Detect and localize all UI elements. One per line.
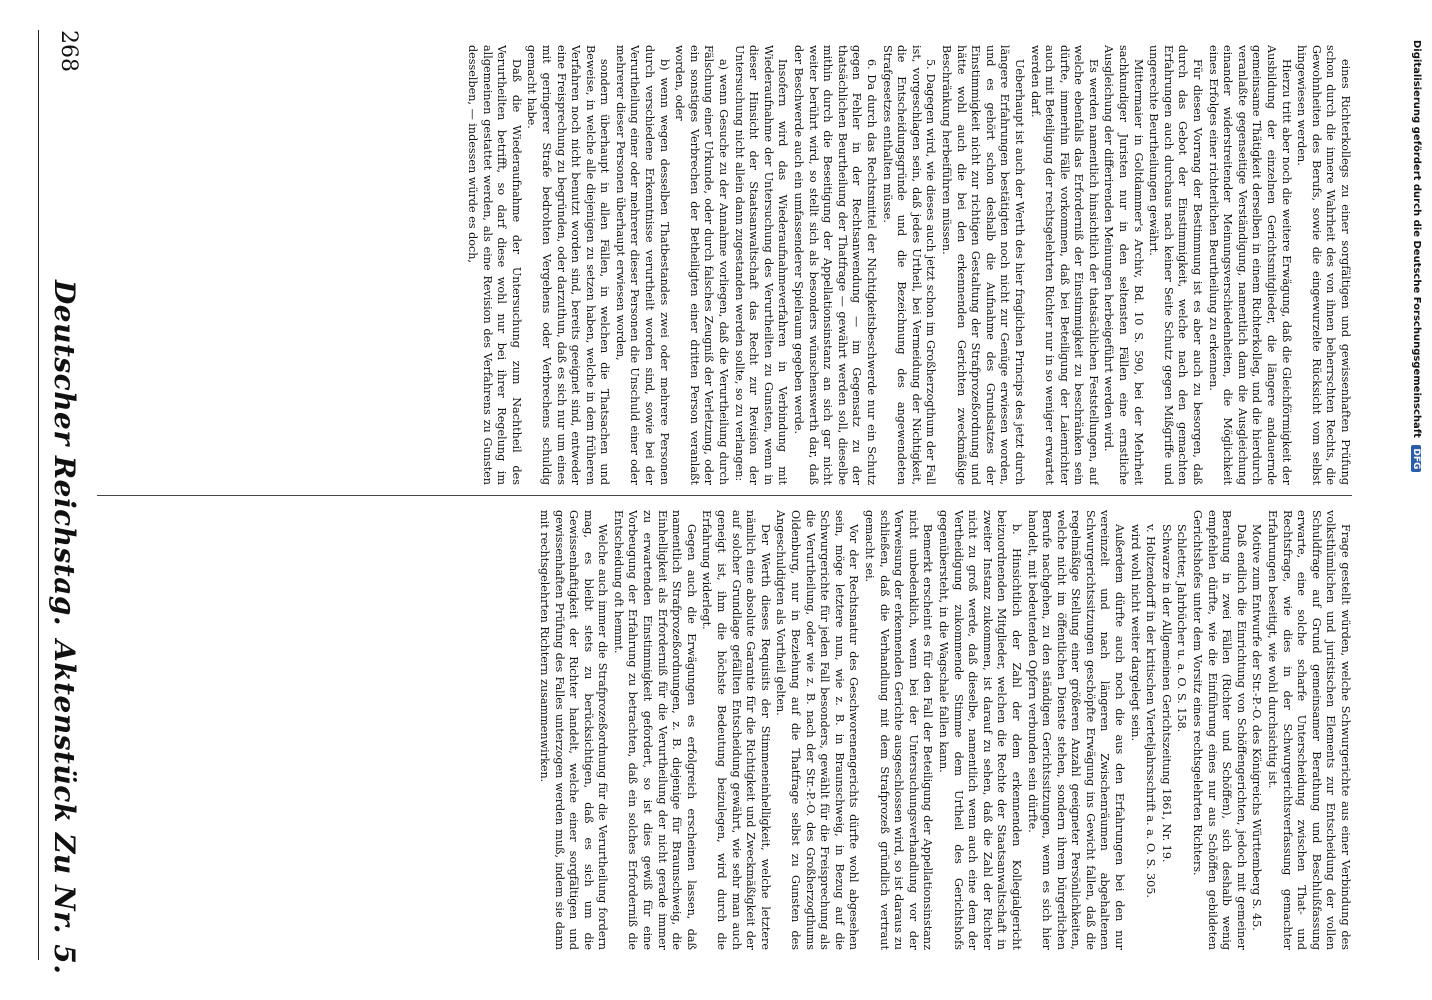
dfg-logo-badge: DFG [1411, 445, 1421, 472]
paragraph: Es werden namentlich hinsichtlich der thatsächlichen Feststellungen, auf welche ebenfalls das Erforderniß der Einstimmigkeit zu beschränken sein dürfte, immerhin Fälle vorkommen, daß bei Beteiligung der Laienrichter auch mit Beteiligung der rechtsgelehrten Richter nur in so weniger erwartet werden darf. [1028, 45, 1100, 485]
paragraph: Welche auch immer die Strafprozeßordnung für die Verurtheilung fordern mag, es bleibt stets zu berücksichtigen, daß es sich um die Gewissenhaftigkeit der Richter handelt, welche einer sorgfältigen und gewissenhaften Prüfung des Falles unterzogen werden muß, indem sie dann mit rechtsgelehrten Richtern zusammenwirken. [537, 510, 610, 950]
paragraph: Hierzu tritt aber noch die weitere Erwägung, daß die Gleichförmigkeit der Ausbildung der einzelnen Gerichtsmitglieder, die längere andauernde gemeinsame Thätigkeit derselben in einem Richterkolleg, und die hierdurch veranlaßte gegenseitige Verständigung, namentlich dann die Ausgleichung einander widerstreitender Meinungsverschiedenheiten, die Möglichkeit eines Erfolges einer richterlichen Beurtheilung zu erkennen. [1206, 45, 1293, 485]
paragraph: Außerdem dürfte auch noch die aus den Erfahrungen bei den nur vereinzelt und nach längeren Zwischenräumen abgehaltenen Schwurgerichtssitzungen geschöpfte Erwägung ins Gewicht fallen, daß die regelmäßige Stellung einer größeren Anzahl geeigneter Persönlichkeiten, welche nicht im öffentlichen Dienste stehen, sondern ihrem bürgerlichen Berufe nachgehen, zu den ständigen Gerichtssitzungen, wenn es sich hier handelt, mit bedeutenden Opfern verbunden sein dürfte. [1025, 510, 1127, 950]
paragraph: 5. Dagegen wird, wie dieses auch jetzt schon im Großherzogthum der Fall ist, vorgeschlagen sein, daß jedes Urtheil, bei Vermeidung der Nichtigkeit, die Entscheidungsgründe und die Bezeichnung des angewendeten Strafgesetzes enthalten müsse. [880, 45, 938, 485]
paragraph: sondern überhaupt in allen Fällen, in welchen die Thatsachen und Beweise, in welche alle diejenigen zu setzen haben, welche in dem früheren Verfahren noch nicht benutzt worden sind, bereits geeignet sind, entweder eine Freisprechung zu begründen, oder darzuthun, daß es sich nur um eines mit geringerer Strafe bedrohten Vergehens oder Verbrechens schuldig gemacht habe. [525, 45, 612, 485]
digitization-footer [1411, 40, 1422, 472]
paragraph: Gegen auch die Erwägungen es erfolgreich erscheinen lassen, daß namentlich Strafprozeßordnungen, z. B. diejenige für Braunschweig, die Einhelligkeit als Erforderniß für die Verurtheilung der nicht gerade immer zu erwartenden Einstimmigkeit gefordert, so ist dies gewiß für eine Vorbeugung der Erfahrung zu betrachten, daß ein solches Erforderniß die Entscheidung oft hemmt. [611, 510, 698, 950]
right-running-title: Aktenstück Zu Nr. 5. [48, 640, 81, 975]
left-text-column [97, 510, 1352, 950]
paragraph: v. Holtzendorff in der kritischen Vierteljahrsschrift a. a. O. S. 305. [1144, 524, 1158, 898]
page-number: 268 [56, 30, 81, 72]
paragraph: Frage gestellt würden, welche Schwurgerichte aus einer Verbindung des volksthümlichen und juristischen Elements zur Entscheidung der vollen Schuldfrage auf Grund gemeinsamer Berathung und Beschlußfassung erwarte, eine solche scharfe Unterscheidung zwischen That- und Rechtsfrage, wie dies in der Schwurgerichtsverfassung gemachter Erfahrungen beseitigt, wie wohl durchsichtig ist. [1266, 510, 1352, 950]
paragraph: Für diesen Vorrang der Bestimmung ist es aber auch zu besorgen, daß durch das Gebot der Einstimmigkeit, welche nach den gemachten Erfahrungen auch durchaus nach keiner Seite Schutz gegen Mißgriffe und ungerechte Beurtheilungen gewährt. [1147, 45, 1205, 485]
paragraph: b. Hinsichtlich der Zahl der dem erkennenden Kollegialgericht beizuordnenden Mitglieder, welchen die Rechte der Staatsanwaltschaft in zweiter Instanz zukommen, ist darauf zu sehen, daß die Zahl der Richter nicht zu groß werde, daß dieselbe, namentlich wenn auch eine dem der Vertheidigung zukommende Stimme dem Urtheil des Gerichtshofs gegenübersteht, in die Wagschale fallen kann. [936, 510, 1023, 950]
paragraph: Insofern wird das Wiederaufnahmeverfahren in Verbindung mit Wiederaufnahme der Untersuchung des Verurtheilten zu Gunsten, wenn in dieser Hinsicht der Staatsanwaltschaft das Recht zur Revision der Untersuchung nicht allein dann zugestanden werden sollte, so zu verlangen: [732, 45, 790, 485]
column-divider [97, 495, 1352, 496]
paragraph: Motive zum Entwurfe der Str.-P.-O. des Königreichs Württemberg S. 45. [1250, 524, 1264, 931]
paragraph: Daß die Wiederaufnahme der Untersuchung zum Nachtheil des Verurtheilten betrifft, so darf diese wohl nur bei ihrer Regelung im allgemeinen gestattet werden, als eine Revision des Verfahrens zu Gunsten desselben, — indessen würde es doch, [465, 45, 523, 485]
paragraph: Schwarze in der Allgemeinen Gerichtszeitung 1861, Nr. 19. [1159, 524, 1173, 863]
paragraph: b) wenn wegen desselben Thatbestandes zwei oder mehrere Personen durch verschiedene Erkenntnisse verurtheilt worden sind, sowie bei der Verurtheilung einer oder mehrerer dieser Personen die Unschuld einer oder mehrerer dieser Personen überhaupt erwiesen worden, [613, 45, 671, 485]
page-header [38, 30, 87, 975]
paragraph: Vor der Rechtsnatur des Geschworenengerichts dürfte wohl abgesehen sein, möge letztere nun, wie z. B. in Braunschweig, in Bezug auf die Schwurgerichte für jeden Fall besonders, gewählt für die Freisprechung als die Verurtheilung, oder wie z. B. nach der Str.-P.-O. des Großherzogthums Oldenburg, nur in Beziehung auf die Thatfrage selbst zu Gunsten des Angeschuldigten als Vortheil gelten. [774, 510, 861, 950]
paragraph: Schletter, Jahrbücher u. a. O. S. 158. [1175, 524, 1189, 733]
left-running-title: Deutscher Reichstag. [48, 280, 81, 627]
paragraph: 6. Da durch das Rechtsmittel der Nichtigkeitsbeschwerde nur ein Schutz gegen Fehler in der Rechtsanwendung — im Gegensatz zu der thatsächlichen Beurtheilung der Thatfrage — gewährt werden soll, dieselbe mithin durch die Beseitigung der Appellationsinstanz an sich gar nicht weiter berührt wird, so stellt sich als besonders wünschenswerth dar, daß der Beschwerde auch ein umfassenderer Spielraum gegeben werde. [792, 45, 878, 485]
digitization-note: Digitalisierung gefördert durch die Deutsche Forschungsgemeinschaft [1411, 40, 1422, 438]
paragraph: Der Werth dieses Requisits der Stimmeneinhelligkeit, welche letztere nämlich eine absolute Garantie für die Richtigkeit und Zweckmäßigkeit der auf solcher Grundlage gefällten Entscheidung gewährt, wie sehr man auch geneigt ist, ihm die höchste Bedeutung beizulegen, wird durch die Erfahrung widerlegt. [700, 510, 772, 950]
paragraph: Daß endlich die Einrichtung von Schöffengerichten, jedoch mit gemeiner Beratung in zwei Fällen (Richter und Schöffen), sich deshalb wenig empfehlen dürfte, wie die Einführung eines nur aus Schöffen gebildeten Gerichtshofes unter dem Vorsitz eines rechtsgelehrten Richters. [1191, 510, 1248, 950]
paragraph: Bemerkt erscheint es für den Fall der Beteiligung der Appellationsinstanz nicht unbedenklich, wenn bei der Untersuchungsverhandlung vor der Verweisung der erkennenden Gerichte ausgeschlossen wird, so ist daraus zu schließen, daß die Verhandlung mit dem Strafprozeß gründlich vertraut gemacht sei. [863, 510, 935, 950]
paragraph: eines Richterkollegs zu einer sorgfältigen und gewissenhaften Prüfung schon durch die innere Wahrheit des von ihnen beherrschten Rechts, die Gewohnheiten des Berufs, sowie die eingewurzelte Rücksicht vom selbst hingewiesen werden. [1295, 45, 1352, 485]
right-text-column [97, 45, 1352, 485]
paragraph: Mittermaier in Goltdammer's Archiv, Bd. 10 S. 590, bei der Mehrheit sachkundiger Juristen nur in den seltensten Fällen eine ernstliche Ausgleichung der differirenden Meinungen herbeigeführt werden wird. [1102, 45, 1145, 485]
paragraph: Ueberhaupt ist auch der Werth des hier fraglichen Princips des jetzt durch längere Erfahrungen bestätigten noch nicht zur Genüge erwiesen worden, und es gehört schon deshalb die Aufnahme des Grundsatzes der Einstimmigkeit nicht zur richtigen Gestaltung der Strafprozeßordnung und hätte wohl auch die bei den erkennenden Gerichten zweckmäßige Beschränkung herbeiführen müssen. [939, 45, 1026, 485]
paragraph: wird wohl nicht weiter dargelegt sein. [1128, 524, 1142, 742]
paragraph: a) wenn Gesuche zu der Annahme vorliegen, daß die Verurtheilung durch Fälschung einer Urkunde, oder durch falsches Zeugniß der Verletzung, oder ein sonstiges Verbrechen der Betheiligten einer dritten Person veranlaßt worden, oder [673, 45, 731, 485]
